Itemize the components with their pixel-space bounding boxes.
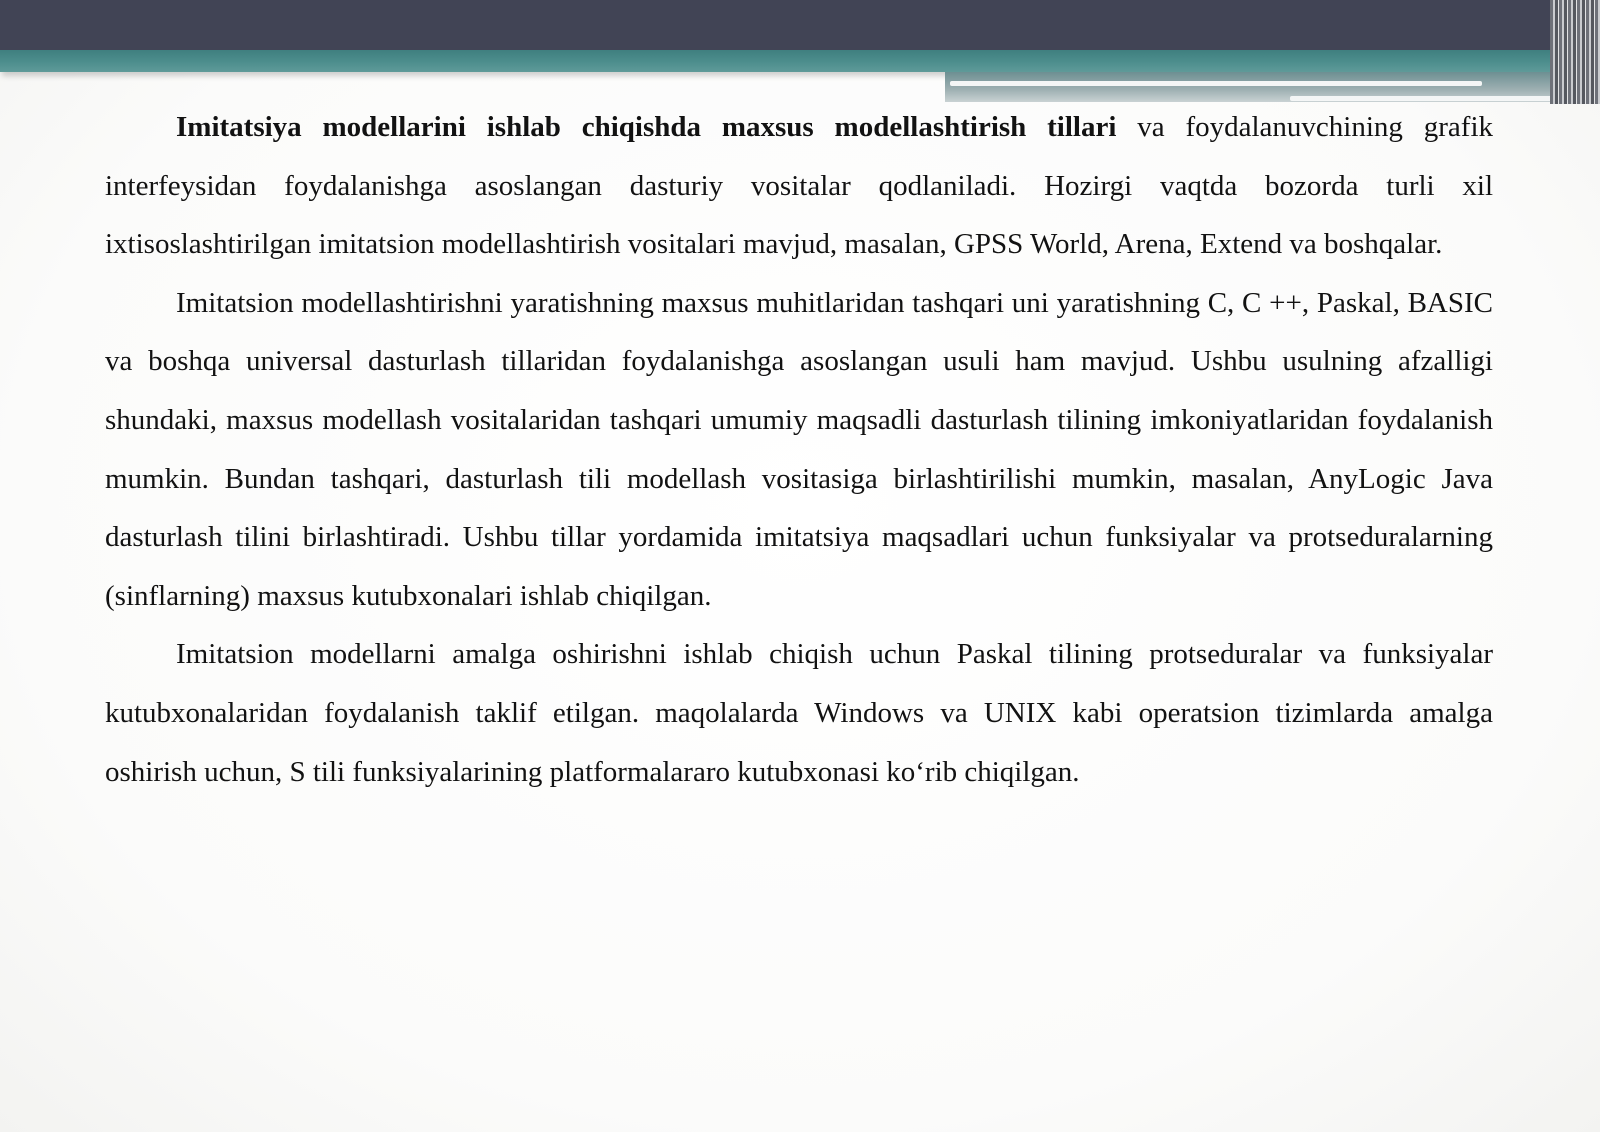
paragraph-1 — [105, 98, 1493, 274]
header-accent-line — [950, 81, 1482, 86]
slide-body-text — [105, 98, 1493, 801]
header-dark-band — [0, 0, 1600, 50]
paragraph-3: Imitatsion modellarni amalga oshirishni ishlab chiqish uchun Paskal tilining protseduralar va funksiyalar kutubxonalaridan foydalanish taklif etilgan. maqolalarda Windows va UNIX kabi operatsion tizimlarda amalga oshirish uchun, S tili funksiyalarining platformalararo kutubxonasi ko‘rib chiqilgan. — [105, 638, 1493, 788]
header-stripes-decoration — [1550, 0, 1600, 104]
paragraph-2: Imitatsion modellashtirishni yaratishning maxsus muhitlaridan tashqari uni yaratishning C, C ++, Paskal, BASIC va boshqa universal dasturlash tillaridan foydalanishga asoslangan usuli ham mavjud. Ushbu usulning afzalligi shundaki, maxsus modellash vositalaridan tashqari umumiy maqsadli dasturlash tilining imkoniyatlaridan foydalanish mumkin. Bundan tashqari, dasturlash tili modellash vositasiga birlashtirilishi mumkin, masalan, AnyLogic Java dasturlash tilini birlashtiradi. Ushbu tillar yordamida imitatsiya maqsadlari uchun funksiyalar va protseduralarning (sinflarning) maxsus kutubxonalari ishlab chiqilgan. — [105, 286, 1493, 612]
paragraph-1-bold-lead: Imitatsiya modellarini ishlab chiqishda maxsus modellashtirish tillari — [176, 111, 1117, 143]
paragraph-1-text: va foydalanuvchining grafik interfeysidan foydalanishga asoslangan dasturiy vositalar qodlaniladi. Hozirgi vaqtda bozorda turli xil ixtisoslashtirilgan imitatsion modellashtirish vositalari mavjud, masalan, GPSS World, Arena, Extend va boshqalar. — [105, 111, 1493, 261]
header-teal-band — [0, 50, 1560, 72]
